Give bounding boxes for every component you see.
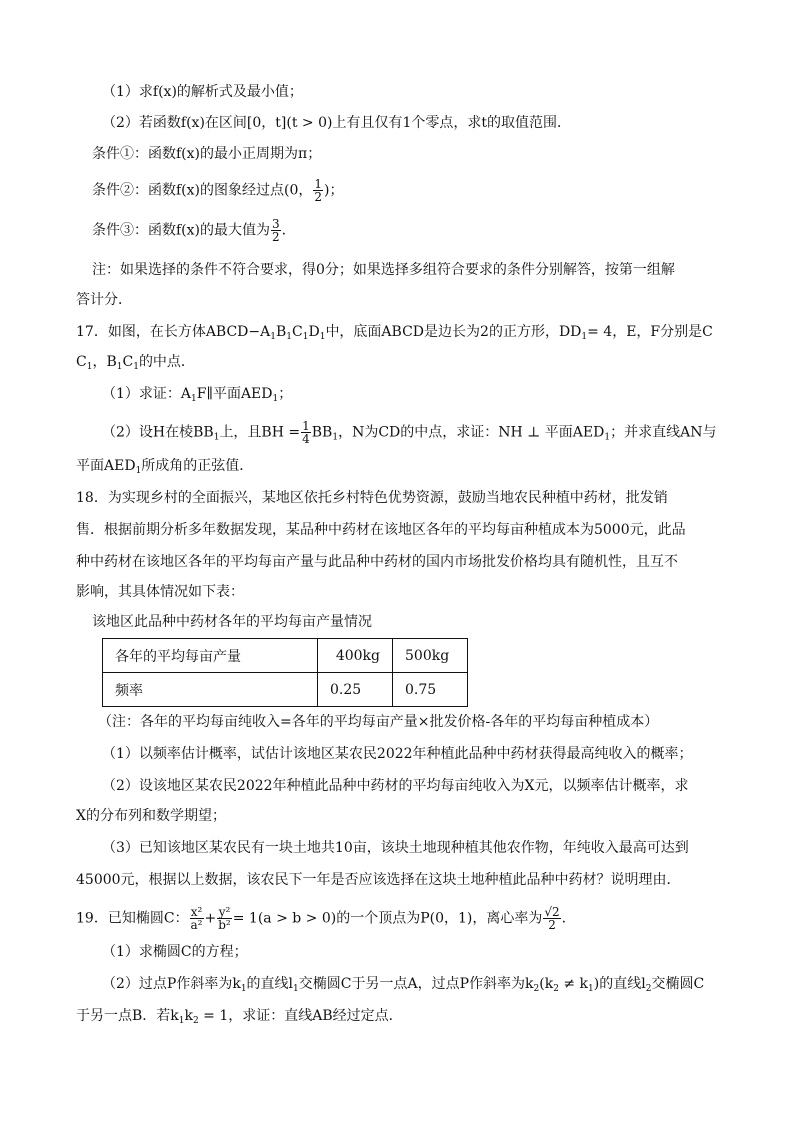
table-row [103,639,468,673]
table-row [103,673,468,707]
p16-q2: （2）若函数f(x)在区间[0，t](t > 0)上有且仅有1个零点，求t的取值范围． [102,115,571,131]
table-cell: 0.25 [318,673,393,707]
p16-q1: （1）求f(x)的解析式及最小值； [102,84,303,100]
p18-q1: （1）以频率估计概率，试估计该地区某农民2022年种植此品种中药材获得最高纯收入的概率； [102,746,693,762]
p18-stem-line-4: 影响，其具体情况如下表： [76,584,244,600]
p19-q1: （1）求椭圆C的方程； [102,944,248,960]
p18-table-title: 该地区此品种中药材各年的平均每亩产量情况 [92,614,372,630]
p18-stem-line-2: 售．根据前期分析多年数据发现，某品种中药材在该地区各年的平均每亩种植成本为5000元，此品 [76,522,686,538]
table-cell: 400kg [318,639,393,673]
p18-q2-line-2: X的分布列和数学期望； [76,808,226,824]
p17-stem-line-1: 17．如图，在长方体$ABCD-A_1B_1C_1D_1$中，底面ABCD是边长为2的正方形，$DD_1= 4$，E，F分别是C [76,324,713,342]
p17-q2-line-1: （2）设H在棱$BB_1$上，且BH = $\frac{1}{4}$ $BB_1$，N为CD的中点，求证：NH ⊥ 平面$AED_1$；并求直线AN与 [102,419,717,446]
fraction: $\frac{\text{y²}}{\text{b²}}$ [218,905,231,932]
p18-q2-line-1: （2）设该地区某农民2022年种植此品种中药材的平均每亩纯收入为X元，以频率估计概率，求 [102,778,689,794]
p16-note-line-1: 注：如果选择的条件不符合要求，得0分；如果选择多组符合要求的条件分别解答，按第一组解 [92,262,675,278]
p19-q2-line-1: （2）过点P作斜率为$k_1$的直线$l_1$交椭圆C于另一点A，过点P作斜率为$k_2(k_2 \ne k_1)$的直线$l_2$交椭圆C [102,976,705,994]
table-cell: 500kg [393,639,468,673]
p17-q2-line-2: 平面$AED_1$所成角的正弦值． [76,458,254,476]
p19-stem: 19．已知椭圆C： $\frac{\text{x²}}{\text{a²}}$ + $\frac{\text{y²}}{\text{b²}}$ = 1(a > b > 0)的一个顶点为P(0，1)，离心率为 $\frac{√2}{2}$ ． [76,905,576,932]
p19-q2-line-2: 于另一点B．若$k_1k_2 = 1$，求证：直线AB经过定点． [76,1008,403,1026]
fraction: $\frac{\text{x²}}{\text{a²}}$ [190,905,203,932]
table-cell: 各年的平均每亩产量 [103,639,318,673]
table-cell: 0.75 [393,673,468,707]
p18-q3-line-2: 45000元，根据以上数据，该农民下一年是否应该选择在这块土地种植此品种中药材？说明理由． [76,872,681,888]
p18-stem-line-3: 种中药材在该地区各年的平均每亩产量与此品种中药材的国内市场批发价格均具有随机性，且互不 [76,554,678,570]
p17-q1: （1）求证：$A_1F\parallel$平面$AED_1$； [102,386,293,404]
p16-note-line-2: 答计分． [76,292,132,308]
p18-q3-line-1: （3）已知该地区某农民有一块土地共10亩，该块土地现种植其他农作物，年纯收入最高可达到 [102,840,689,856]
fraction: $\frac{1}{2}$ [314,177,323,204]
p16-condition-1: 条件①：函数f(x)的最小正周期为π； [92,146,322,162]
yield-frequency-table [102,638,468,707]
fraction: $\frac{3}{2}$ [272,217,280,244]
table-cell: 频率 [103,673,318,707]
p18-stem-line-1: 18．为实现乡村的全面振兴，某地区依托乡村特色优势资源，鼓励当地农民种植中药材，批发销 [76,490,668,506]
p16-condition-2: 条件②：函数f(x)的图象经过点(0， $\frac{1}{2}$ )； [92,177,344,204]
fraction: $\frac{1}{4}$ [302,419,310,446]
p17-stem-line-2: $C_1$，$B_1C_1$的中点． [76,354,195,372]
p16-condition-3: 条件③：函数f(x)的最大值为 $\frac{3}{2}$ ． [92,217,296,244]
p18-table-note: （注：各年的平均每亩纯收入=各年的平均每亩产量×批发价格-各年的平均每亩种植成本） [98,714,659,730]
fraction: $\frac{√2}{2}$ [544,905,560,932]
